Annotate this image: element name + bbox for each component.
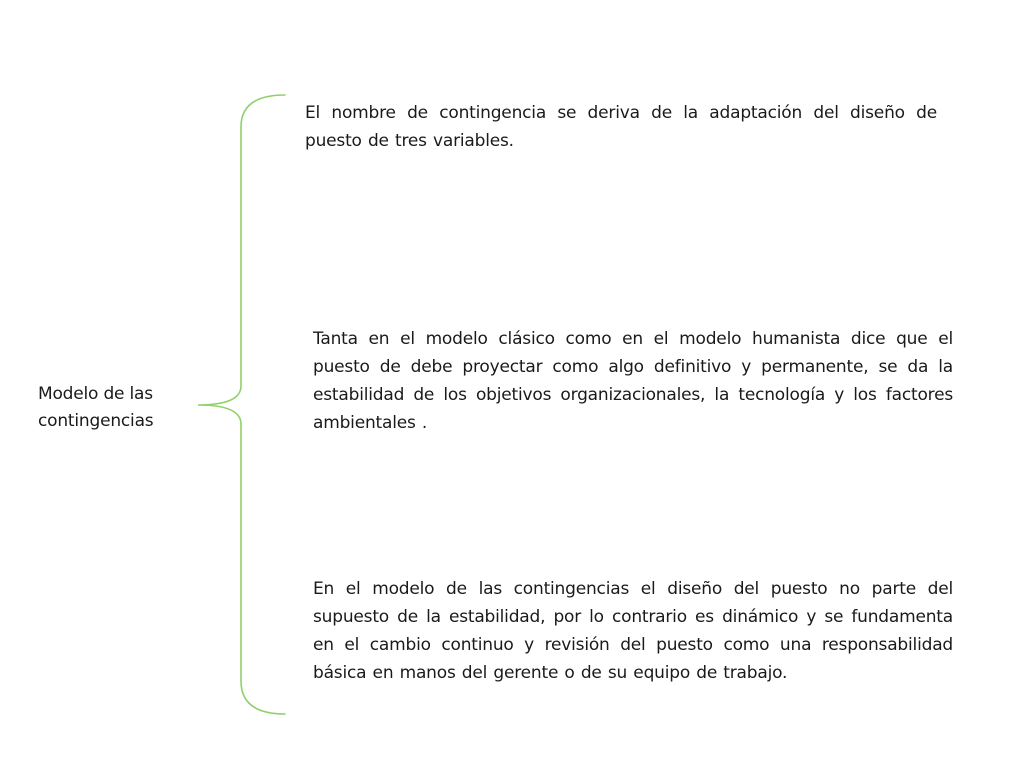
branch-text-3: En el modelo de las contingencias el diseño del puesto no parte del supuesto de la estabilidad, por lo contrario es dinámico y se fundamenta en el cambio continuo y revisión del puesto como una responsabilidad básica en manos del gerente o de su equipo de trabajo. <box>313 579 953 683</box>
branch-text-2: Tanta en el modelo clásico como en el modelo humanista dice que el puesto de debe proyectar como algo definitivo y permanente, se da la estabilidad de los objetivos organizacionales, la tecnología y los factores ambientales . <box>313 329 953 433</box>
root-label: Modelo de las contingencias <box>38 384 154 431</box>
branch-text-1: El nombre de contingencia se deriva de la adaptación del diseño de puesto de tres variables. <box>305 103 937 151</box>
